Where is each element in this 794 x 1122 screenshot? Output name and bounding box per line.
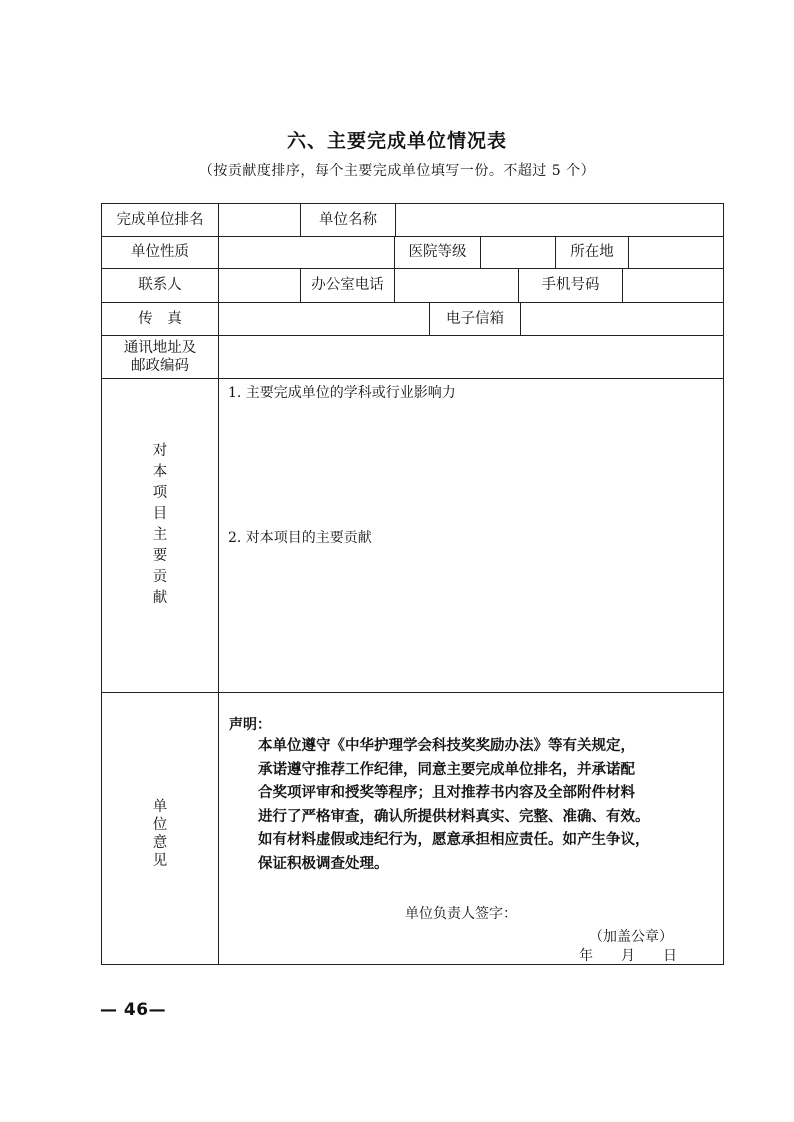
label-char: 主 <box>152 527 168 543</box>
seal-label: （加盖公章） <box>589 929 673 945</box>
label-char: 单 <box>152 799 168 815</box>
signature-field[interactable] <box>530 900 710 922</box>
declaration-heading: 声明： <box>229 717 271 733</box>
label-char: 目 <box>152 506 168 522</box>
page-number: — 46— <box>100 1000 167 1020</box>
main-contribution-heading: 2. 对本项目的主要贡献 <box>228 530 372 546</box>
address-label-line2: 邮政编码 <box>131 358 189 374</box>
page-subtitle: （按贡献度排序，每个主要完成单位填写一份。不超过 5 个） <box>198 163 596 179</box>
address-label <box>102 336 218 378</box>
label-char: 献 <box>152 590 168 606</box>
influence-text-area[interactable] <box>219 402 723 522</box>
declaration-body <box>229 735 704 876</box>
hospital-grade-field[interactable] <box>481 237 555 268</box>
label-char: 本 <box>152 464 168 480</box>
table-border-right <box>723 203 724 965</box>
unit-name-label: 单位名称 <box>319 211 377 228</box>
page-title: 六、主要完成单位情况表 <box>286 130 507 152</box>
email-field[interactable] <box>521 303 723 335</box>
location-field[interactable] <box>629 237 723 268</box>
location-label: 所在地 <box>570 244 614 261</box>
mobile-label: 手机号码 <box>541 277 600 294</box>
unit-nature-label: 单位性质 <box>131 244 189 261</box>
row-divider <box>101 378 724 379</box>
address-field[interactable] <box>219 336 723 378</box>
fax-label: 传 真 <box>138 310 182 327</box>
label-char: 意 <box>152 835 168 851</box>
office-phone-field[interactable] <box>395 269 518 302</box>
fax-field[interactable] <box>219 303 429 335</box>
label-char: 要 <box>152 548 168 564</box>
mobile-field[interactable] <box>623 269 723 302</box>
signature-label: 单位负责人签字： <box>405 906 517 922</box>
declaration-line: 承诺遵守推荐工作纪律，同意主要完成单位排名，并承诺配 <box>229 761 635 778</box>
contact-label: 联系人 <box>138 277 182 294</box>
label-char: 见 <box>152 853 168 869</box>
label-char: 位 <box>152 817 168 833</box>
influence-heading: 1. 主要完成单位的学科或行业影响力 <box>228 385 456 401</box>
office-phone-label: 办公室电话 <box>311 277 384 294</box>
date-label: 年 月 日 <box>579 948 677 964</box>
unit-nature-field[interactable] <box>219 237 394 268</box>
row-divider <box>101 692 724 693</box>
label-char: 对 <box>152 443 168 459</box>
main-contribution-text-area[interactable] <box>219 548 723 690</box>
declaration-line: 本单位遵守《中华护理学会科技奖奖励办法》等有关规定， <box>229 738 635 754</box>
contribution-side-label <box>102 441 218 609</box>
declaration-line: 进行了严格审查，确认所提供材料真实、完整、准确、有效。 <box>229 808 650 825</box>
rank-field[interactable] <box>219 204 300 236</box>
declaration-line: 保证积极调查处理。 <box>229 855 389 872</box>
opinion-side-label <box>102 798 218 870</box>
declaration-line: 合奖项评审和授奖等程序；且对推荐书内容及全部附件材料 <box>229 785 635 801</box>
email-label: 电子信箱 <box>446 310 504 327</box>
contact-field[interactable] <box>219 269 300 302</box>
declaration-line: 如有材料虚假或违纪行为，愿意承担相应责任。如产生争议， <box>229 832 650 848</box>
rank-label: 完成单位排名 <box>116 211 204 228</box>
label-char: 贡 <box>152 569 168 585</box>
label-char: 项 <box>152 485 168 501</box>
unit-name-field[interactable] <box>396 204 723 236</box>
address-label-line1: 通讯地址及 <box>123 339 197 356</box>
hospital-grade-label: 医院等级 <box>408 244 467 261</box>
